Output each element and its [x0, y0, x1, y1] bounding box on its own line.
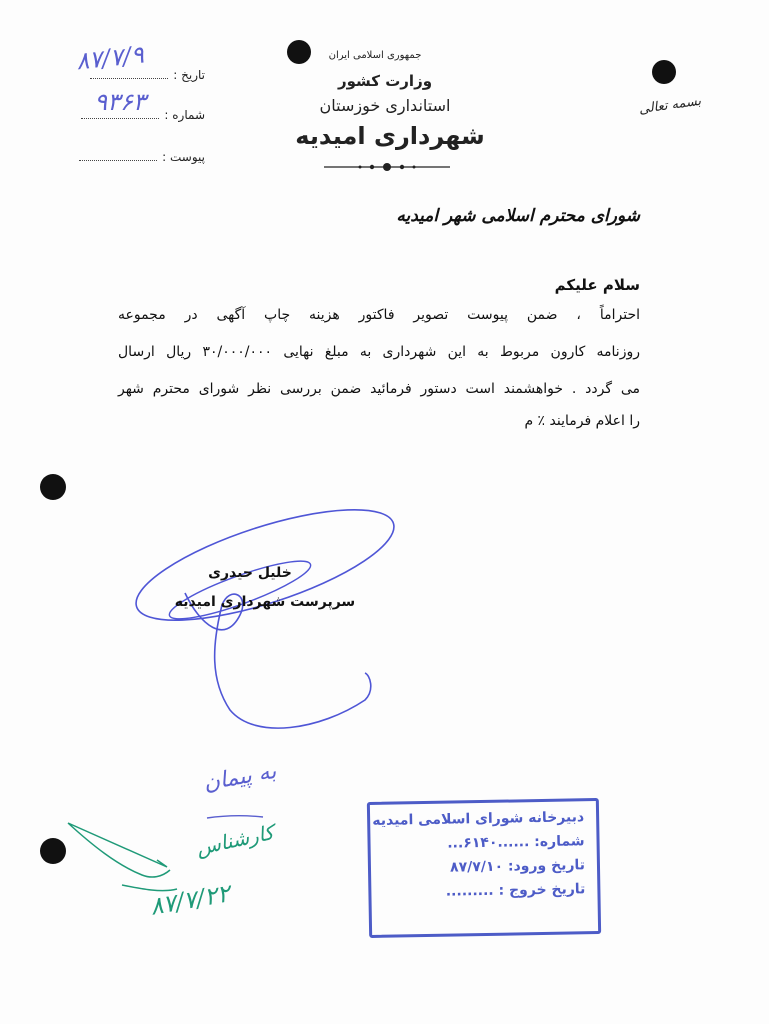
number-handwritten: ۹۳۶۳: [94, 88, 146, 116]
signatory-name: خلیل حیدری: [208, 565, 292, 581]
body-line-2: روزنامه کارون مربوط به این شهرداری به مبلغ نهایی ۳۰/۰۰۰/۰۰۰ ریال ارسال: [118, 344, 640, 360]
green-handwritten-date: ۸۷/۷/۲۲: [147, 879, 233, 921]
green-handwritten-note: کارشناس: [194, 820, 276, 860]
stamp-exit-date: تاریخ خروج : .........: [445, 881, 586, 900]
recipient: شورای محترم اسلامی شهر امیدیه: [396, 206, 640, 226]
header-municipality: شهرداری امیدیه: [295, 122, 485, 150]
signature-scribble: [130, 505, 410, 745]
green-signature-scribble: [62, 815, 182, 895]
attachment-label: پیوست :: [162, 150, 205, 164]
blue-handwritten-note: به پیمان: [201, 758, 279, 797]
signatory-title: سرپرست شهرداری امیدیه: [174, 594, 356, 610]
header-governorate: استانداری خوزستان: [319, 96, 451, 115]
punch-hole-top: [287, 40, 311, 64]
header-ornament: [322, 160, 452, 174]
bismillah: بسمه تعالی: [638, 93, 702, 118]
body-line-1: احتراماً ، ضمن پیوست تصویر فاکتور هزینه چاپ آگهی در مجموعه: [118, 307, 640, 323]
body-line-3: می گردد . خواهشمند است دستور فرمائید ضمن بررسی نظر شورای محترم شهر: [118, 381, 640, 397]
stamp-entry-date: تاریخ ورود: ۸۷/۷/۱۰: [449, 857, 586, 876]
date-label: تاریخ :: [173, 68, 205, 82]
header-ministry: وزارت کشور: [337, 72, 433, 90]
stamp-number: شماره: ......۶۱۴۰...: [447, 833, 585, 852]
stamp-title: دبیرخانه شورای اسلامی امیدیه: [372, 809, 585, 829]
header-republic: جمهوری اسلامی ایران: [328, 50, 422, 61]
secretariat-stamp: [367, 798, 601, 938]
number-label: شماره :: [164, 108, 205, 122]
body-line-4: را اعلام فرمایند ٪ م: [524, 413, 640, 429]
punch-hole-top-right: [652, 60, 676, 84]
attachment-field: [75, 146, 205, 165]
greeting: سلام علیکم: [554, 276, 640, 294]
punch-hole-middle: [40, 474, 66, 500]
blue-note-underline: [205, 812, 265, 822]
date-handwritten: ۸۷/۷/۹: [74, 40, 146, 76]
attachment-dotline: [79, 148, 157, 161]
